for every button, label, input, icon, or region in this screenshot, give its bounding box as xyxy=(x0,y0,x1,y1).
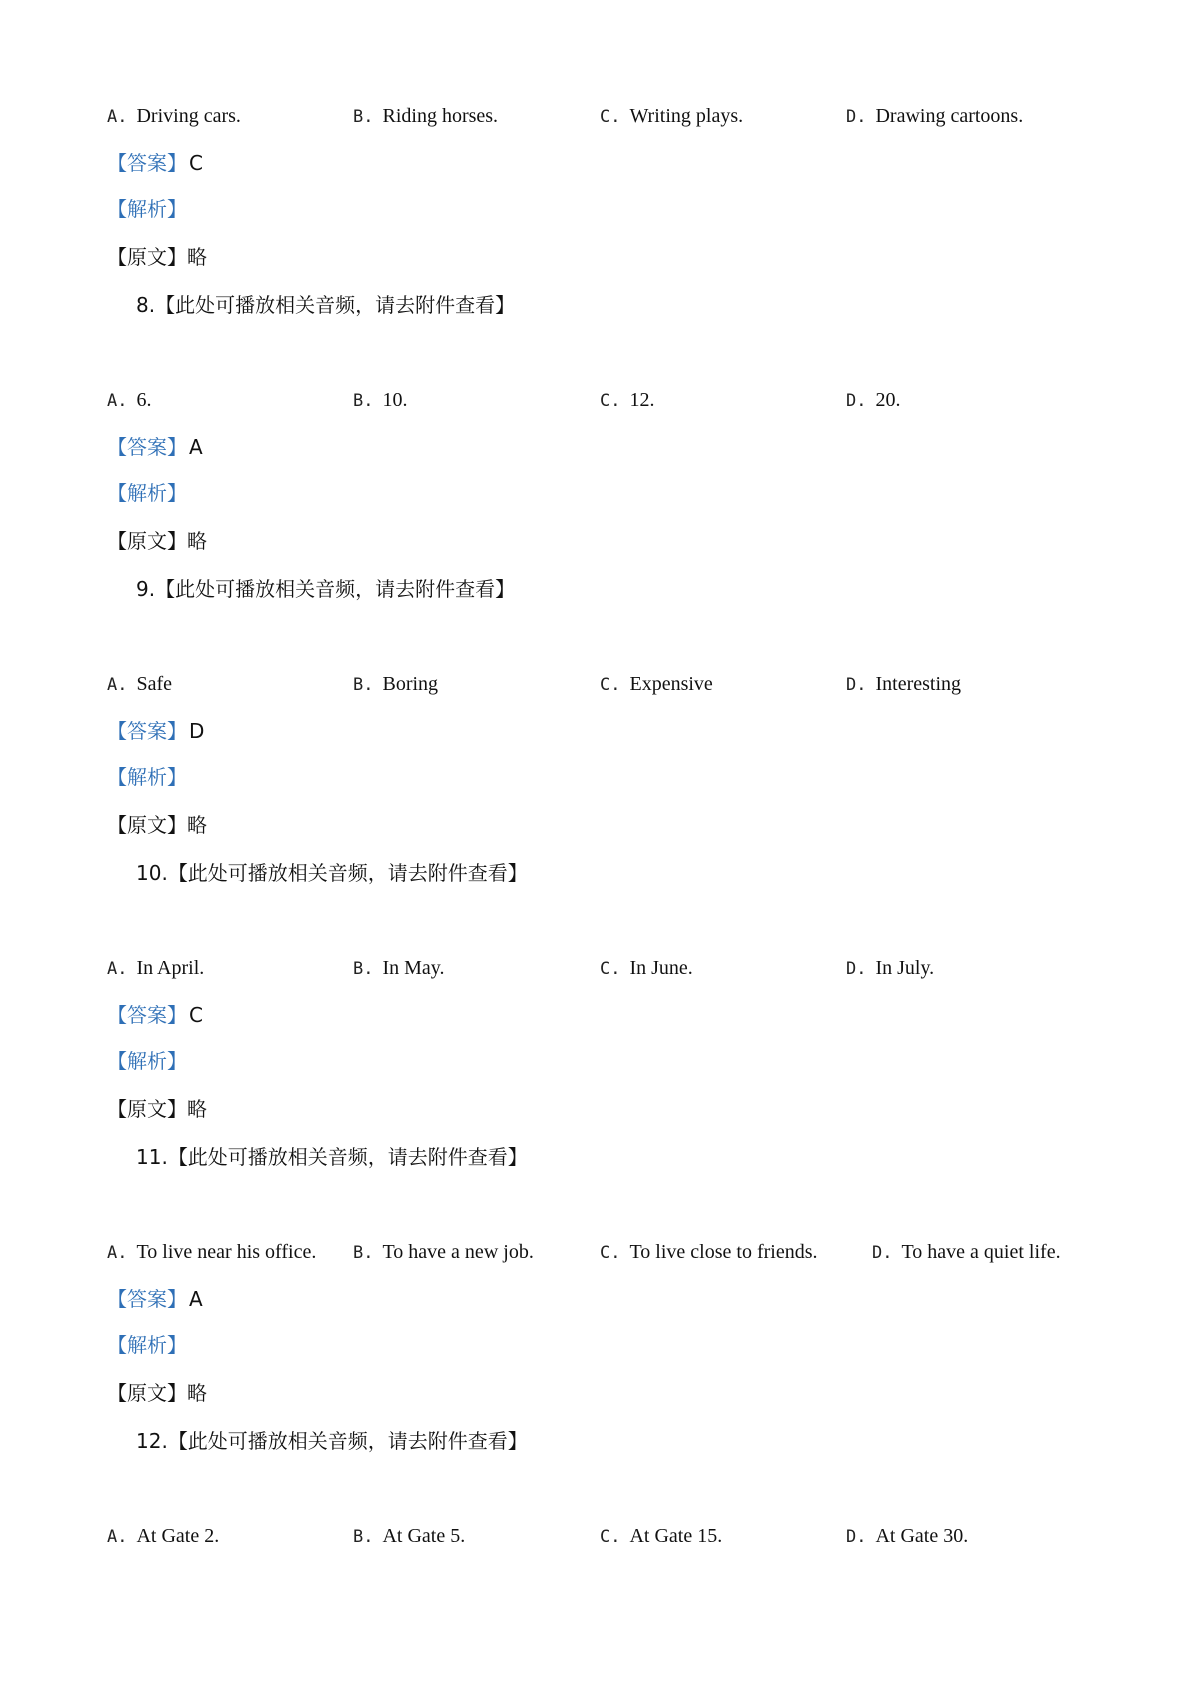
option-d: D. To have a quiet life. xyxy=(872,1241,1061,1263)
answer-line: 【答案】 A xyxy=(107,435,203,459)
option-a: A. Safe xyxy=(107,673,173,695)
option-a: A. 6. xyxy=(107,389,152,411)
question-line: 11.【此处可播放相关音频，请去附件查看】 xyxy=(136,1145,528,1169)
option-b: B. Boring xyxy=(353,673,439,695)
option-c: C. 12. xyxy=(600,389,655,411)
original-line: 【原文】略 xyxy=(107,815,207,837)
answer-line: 【答案】 D xyxy=(107,719,205,743)
option-c: C. To live close to friends. xyxy=(600,1241,818,1263)
original-line: 【原文】略 xyxy=(107,1099,207,1121)
options-row xyxy=(0,948,1200,988)
answer-line: 【答案】 A xyxy=(107,1287,203,1311)
option-b: B. 10. xyxy=(353,389,408,411)
original-line: 【原文】略 xyxy=(107,531,207,553)
original-line: 【原文】略 xyxy=(107,1383,207,1405)
option-d: D. In July. xyxy=(846,957,935,979)
original-line: 【原文】略 xyxy=(107,247,207,269)
question-line: 9.【此处可播放相关音频，请去附件查看】 xyxy=(136,577,516,601)
question-line: 10.【此处可播放相关音频，请去附件查看】 xyxy=(136,861,528,885)
option-a: A. At Gate 2. xyxy=(107,1525,220,1547)
option-d: D. 20. xyxy=(846,389,901,411)
answer-line: 【答案】 C xyxy=(107,151,203,175)
option-c: C. At Gate 15. xyxy=(600,1525,723,1547)
analysis-line: 【解析】 xyxy=(107,199,187,221)
option-d: D. At Gate 30. xyxy=(846,1525,969,1547)
analysis-line: 【解析】 xyxy=(107,767,187,789)
analysis-line: 【解析】 xyxy=(107,1051,187,1073)
option-b: B. Riding horses. xyxy=(353,105,499,127)
analysis-line: 【解析】 xyxy=(107,483,187,505)
question-line: 12.【此处可播放相关音频，请去附件查看】 xyxy=(136,1429,528,1453)
option-c: C. In June. xyxy=(600,957,693,979)
option-b: B. At Gate 5. xyxy=(353,1525,466,1547)
option-c: C. Expensive xyxy=(600,673,713,695)
answer-line: 【答案】 C xyxy=(107,1003,203,1027)
option-a: A. In April. xyxy=(107,957,205,979)
option-c: C. Writing plays. xyxy=(600,105,744,127)
option-a: A. To live near his office. xyxy=(107,1241,317,1263)
analysis-line: 【解析】 xyxy=(107,1335,187,1357)
options-row xyxy=(0,96,1200,136)
options-row xyxy=(0,1516,1200,1556)
option-d: D. Drawing cartoons. xyxy=(846,105,1024,127)
question-line: 8.【此处可播放相关音频，请去附件查看】 xyxy=(136,293,516,317)
options-row xyxy=(0,664,1200,704)
option-a: A. Driving cars. xyxy=(107,105,241,127)
option-d: D. Interesting xyxy=(846,673,962,695)
option-b: B. In May. xyxy=(353,957,445,979)
options-row xyxy=(0,1232,1200,1272)
option-b: B. To have a new job. xyxy=(353,1241,534,1263)
options-row xyxy=(0,380,1200,420)
